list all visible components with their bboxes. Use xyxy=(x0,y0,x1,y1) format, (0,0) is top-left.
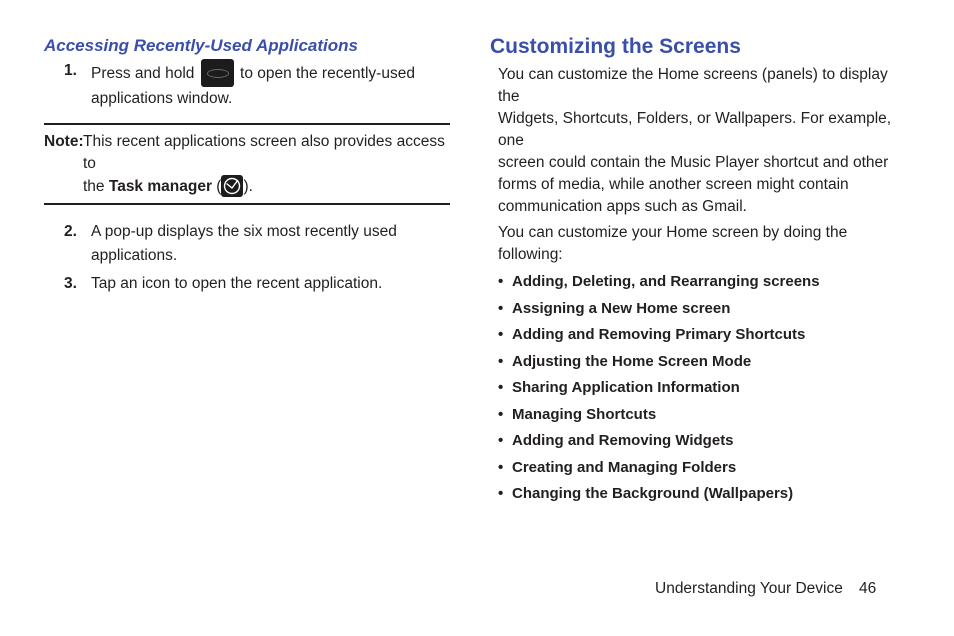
step-text: A pop-up displays the six most recently used xyxy=(91,223,397,240)
bullet-icon: • xyxy=(498,299,504,317)
list-item xyxy=(498,322,900,349)
paragraph-line: screen could contain the Music Player shortcut and other xyxy=(498,154,889,171)
paragraph-line: You can customize the Home screens (panels) to display the xyxy=(498,66,888,105)
note-label: Note: xyxy=(44,133,84,150)
paragraph-line: communication apps such as Gmail. xyxy=(498,198,747,215)
step-text: applications window. xyxy=(91,90,233,107)
note-text: the xyxy=(83,178,105,195)
page-number: 46 xyxy=(859,580,877,597)
note-line-2 xyxy=(44,175,450,198)
task-manager-term: Task manager xyxy=(108,178,212,195)
paren: ( xyxy=(216,178,222,195)
paragraph-line: forms of media, while another screen might contain xyxy=(498,176,849,193)
bullet-icon: • xyxy=(498,485,504,502)
note-text: This recent applications screen also provides access to xyxy=(83,133,445,172)
footer-section-title: Understanding Your Device xyxy=(655,580,843,597)
list-item xyxy=(498,481,900,508)
step-text: Tap an icon to open the recent application. xyxy=(91,275,383,292)
section-heading: Customizing the Screens xyxy=(490,35,741,58)
task-manager-icon xyxy=(221,175,243,197)
list-item-label: Managing Shortcuts xyxy=(512,405,657,423)
step-text: to open the recently-used xyxy=(240,65,415,82)
bullet-icon: • xyxy=(498,352,504,370)
note-box xyxy=(44,123,450,205)
step-2 xyxy=(44,220,450,268)
home-key-icon xyxy=(201,59,234,87)
lead-in-paragraph: You can customize your Home screen by doing the following: xyxy=(498,224,848,263)
bullet-icon: • xyxy=(498,432,504,449)
section-subheading: Accessing Recently-Used Applications xyxy=(44,36,358,55)
list-item-label: Assigning a New Home screen xyxy=(512,299,731,317)
topic-list xyxy=(498,269,900,508)
list-item-label: Sharing Application Information xyxy=(512,379,740,396)
bullet-icon: • xyxy=(498,273,504,290)
bullet-icon: • xyxy=(498,405,504,423)
step-number: 2. xyxy=(64,223,77,240)
step-text: applications. xyxy=(91,247,178,264)
paragraph-line: Widgets, Shortcuts, Folders, or Wallpapers. For example, one xyxy=(498,110,892,149)
right-column xyxy=(490,36,900,508)
step-1 xyxy=(44,59,450,111)
list-item xyxy=(498,296,900,323)
bullet-icon: • xyxy=(498,326,504,343)
list-item-label: Adding and Removing Primary Shortcuts xyxy=(512,326,806,343)
intro-paragraph xyxy=(498,64,900,218)
step-text: Press and hold xyxy=(91,65,195,82)
list-item-label: Adjusting the Home Screen Mode xyxy=(512,352,752,370)
list-item-label: Adding, Deleting, and Rearranging screens xyxy=(512,273,820,290)
list-item-label: Changing the Background (Wallpapers) xyxy=(512,485,794,502)
step-number: 3. xyxy=(64,275,77,292)
list-item xyxy=(498,269,900,296)
list-item-label: Creating and Managing Folders xyxy=(512,458,737,476)
paren: ). xyxy=(243,178,253,195)
step-number: 1. xyxy=(64,62,77,79)
list-item xyxy=(498,349,900,376)
list-item-label: Adding and Removing Widgets xyxy=(512,432,734,449)
list-item xyxy=(498,375,900,402)
list-item xyxy=(498,455,900,482)
bullet-icon: • xyxy=(498,458,504,476)
list-item xyxy=(498,428,900,455)
bullet-icon: • xyxy=(498,379,504,396)
step-3 xyxy=(44,272,450,296)
left-column xyxy=(44,36,450,296)
list-item xyxy=(498,402,900,429)
